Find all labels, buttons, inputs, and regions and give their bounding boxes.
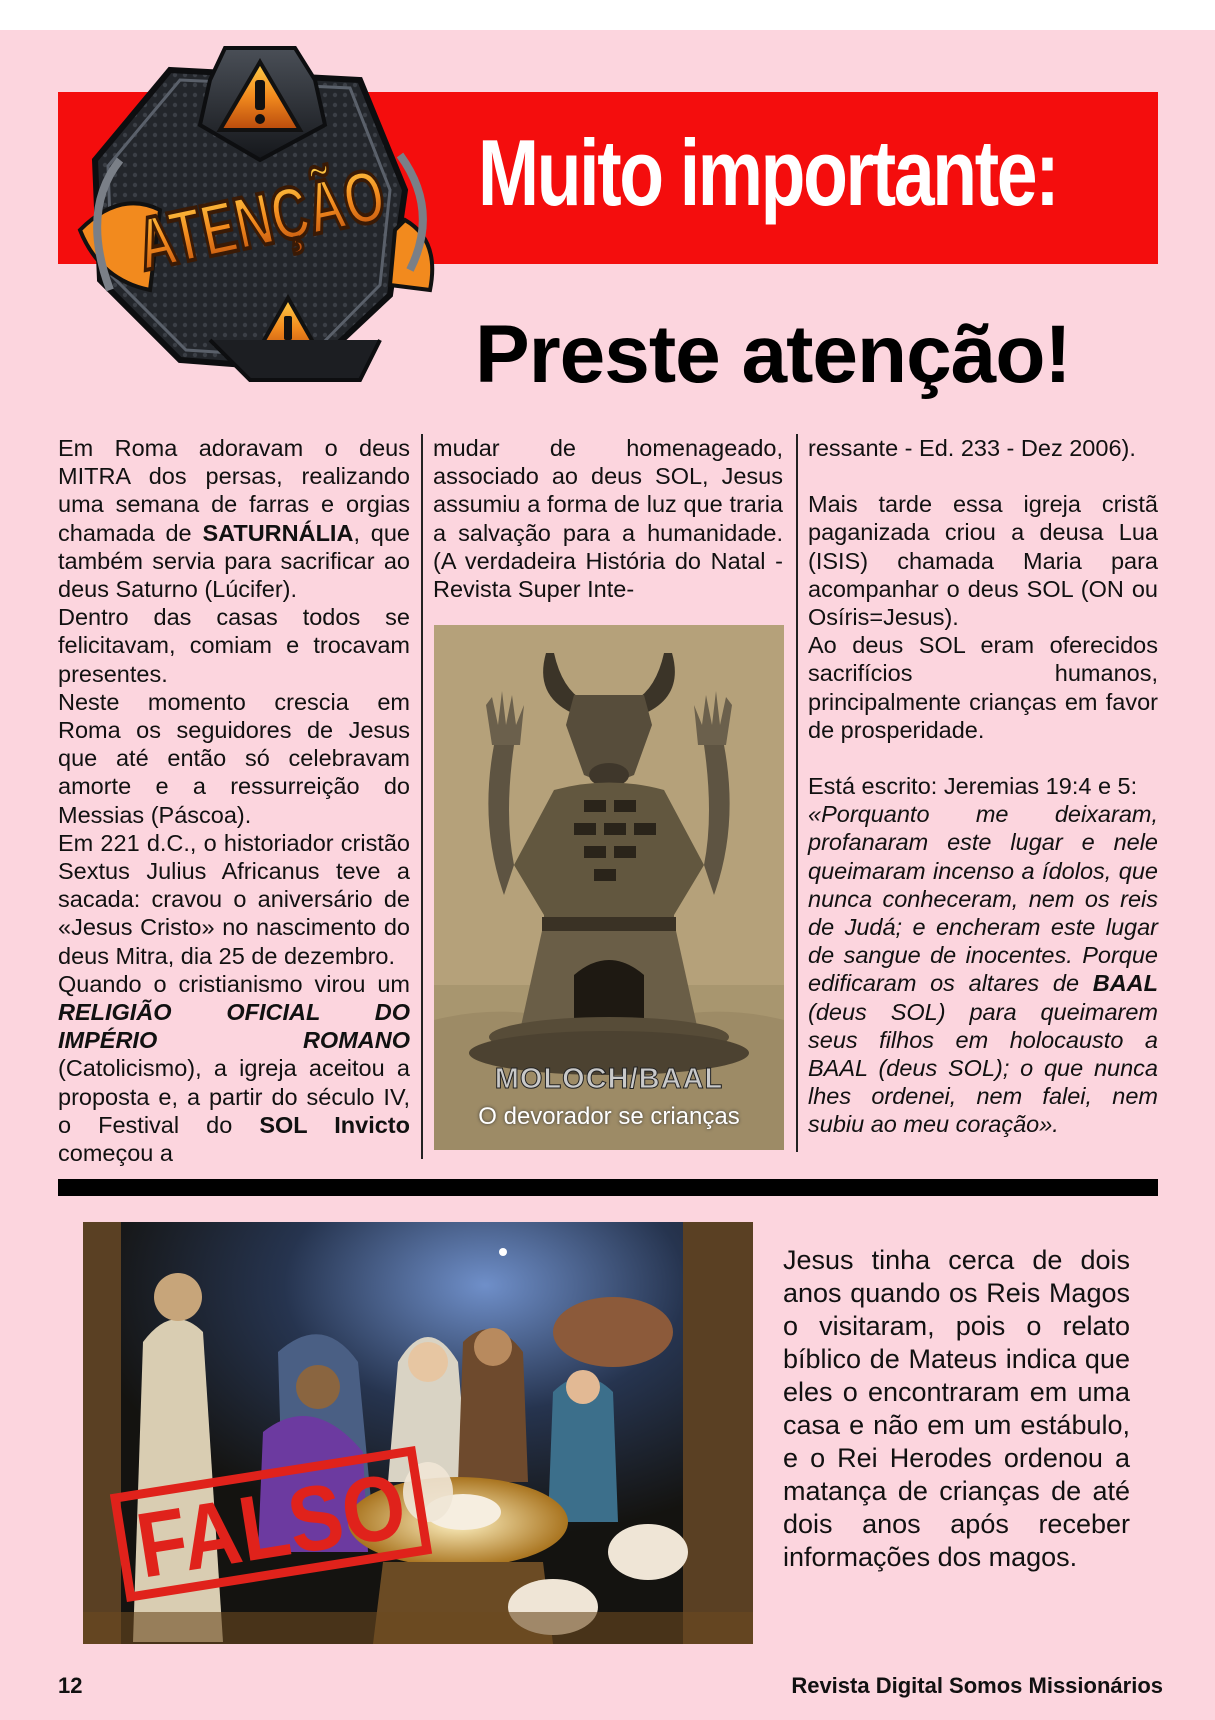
stamp-text: FALSO (129, 1448, 449, 1598)
nativity-explanation: Jesus tinha cerca de dois anos quando os Reis Magos o visitaram, pois o relato bíblico de Mateus indica que eles o encontraram em uma casa e não em um estábulo, e o Rei Herodes ordenou a matança de crianças de até dois anos após receber informações dos magos. (783, 1245, 1130, 1572)
article-column-3 (808, 434, 1158, 1139)
moloch-caption-title: MOLOCH/BAAL (494, 1063, 724, 1095)
bible-quote: «Porquanto me deixaram, profanaram este lugar e nele queimaram incenso a ídolos, que nunca conheceram, nem os reis de Judá; e encheram este lugar de sangue de inocentes. Porque edificaram os altares de BAAL (deus SOL) para queimarem seus filhos em holocausto a BAAL (deus SOL); o que nunca lhes ordenei, nem falei, nem subiu ao meu coração». (808, 801, 1158, 1138)
article-column-1 (58, 434, 410, 1167)
magazine-name: Revista Digital Somos Missionários (791, 1673, 1163, 1698)
page-subtitle: Preste atenção! (475, 309, 1071, 400)
paragraph: Está escrito: Jeremias 19:4 e 5: (808, 773, 1138, 800)
moloch-caption-subtitle: O devorador se crianças (478, 1103, 740, 1130)
paragraph: Neste momento crescia em Roma os seguidores de Jesus que até então só celebravam amorte e a ressurreição do Messias (Páscoa). (58, 688, 410, 828)
paragraph: ressante - Ed. 233 - Dez 2006). (808, 435, 1136, 461)
column-divider (421, 434, 423, 1159)
section-divider (58, 1179, 1158, 1196)
paragraph: Quando o cristianismo virou um RELIGIÃO OFICIAL DO IMPÉRIO ROMANO (Catolicismo), a igreja aceitou a proposta e, a partir do século IV, o Festival do SOL Invicto começou a (58, 970, 410, 1167)
paragraph: Mais tarde essa igreja cristã paganizada criou a deusa Lua (ISIS) chamada Maria para acompanhar o deus SOL (ON ou Osíris=Jesus). (808, 491, 1158, 631)
paragraph: Dentro das casas todos se felicitavam, comiam e trocavam presentes. (58, 604, 410, 687)
nativity-scene-image (83, 1222, 753, 1644)
page-title: Muito importante: (478, 120, 1058, 225)
moloch-illustration (434, 625, 784, 1150)
paragraph: Em Roma adoravam o deus MITRA dos persas, realizando uma semana de farras e orgias chamada de SATURNÁLIA, que também servia para sacrificar ao deus Saturno (Lúcifer). (58, 435, 410, 603)
paragraph: Em 221 d.C., o historiador cristão Sextus Julius Africanus teve a sacada: cravou o aniversário de «Jesus Cristo» no nascimento do deus Mitra, dia 25 de dezembro. (58, 829, 410, 969)
attention-badge-icon (60, 40, 500, 405)
paragraph: Ao deus SOL eram oferecidos sacrifícios humanos, principalmente crianças em favor de prosperidade. (808, 632, 1158, 743)
column-divider (796, 434, 798, 1152)
falso-stamp (111, 1448, 449, 1598)
article-column-2 (433, 434, 783, 603)
page-number: 12 (58, 1673, 83, 1698)
badge-text: ATENÇÃO (130, 129, 500, 286)
paragraph: mudar de homenageado, associado ao deus SOL, Jesus assumiu a forma de luz que traria a salvação para a humanidade. (A verdadeira História do Natal - Revista Super Inte- (433, 435, 783, 603)
